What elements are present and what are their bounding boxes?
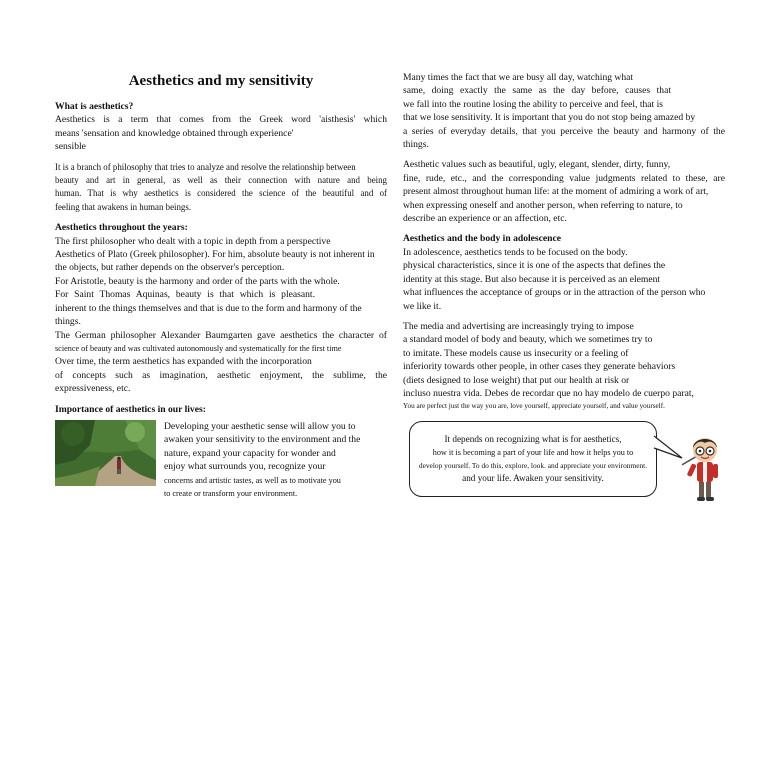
speech-bubble: [409, 421, 657, 497]
years-line: Aesthetics of Plato (Greek philosopher). For him, absolute beauty is not inherent in: [55, 249, 375, 261]
years-line: things.: [55, 316, 81, 328]
values-line: describe an experience or an affection, etc.: [403, 213, 567, 225]
body-line: physical characteristics, since it is one of the aspects that defines the: [403, 260, 666, 272]
importance-line: Developing your aesthetic sense will allow you to: [164, 420, 356, 432]
body-line: we like it.: [403, 300, 442, 312]
media-line: The media and advertising are increasingly trying to impose: [403, 320, 634, 332]
years-line: inherent to the things themselves and that is due to the form and harmony of the: [55, 302, 362, 314]
values-line: fine, rude, etc., and the corresponding value judgments related to these, are: [403, 172, 725, 184]
body-line: identity at this stage. But also because it is perceived as an element: [403, 273, 661, 285]
busy-paragraph: [403, 71, 725, 151]
years-line: of concepts such as imagination, aesthetic enjoyment, the sublime, the: [55, 369, 387, 381]
page-title: Aesthetics and my sensitivity: [128, 73, 314, 89]
importance-line: concerns and artistic tastes, as well as to motivate you: [164, 475, 341, 485]
branch-line: human. That is why aesthetics is considered the science of the beautiful and of: [55, 188, 387, 199]
forest-path-photo: [55, 420, 156, 486]
values-line: Aesthetic values such as beautiful, ugly, elegant, slender, dirty, funny,: [403, 159, 671, 171]
media-paragraph: [403, 320, 725, 414]
values-line: present almost throughout human life: at the moment of admiring a work of art,: [403, 186, 709, 198]
years-paragraph: [55, 235, 387, 396]
years-line: For Aristotle, beauty is the harmony and order of the parts with the whole.: [55, 275, 340, 287]
busy-line: we fall into the routine losing the ability to perceive and feel, that is: [403, 98, 664, 110]
what-line: means 'sensation and knowledge obtained through experience': [55, 127, 294, 139]
busy-line: that we lose sensitivity. It is important that you do not stop being amazed by: [403, 112, 696, 124]
importance-line: enjoy what surrounds you, recognize your: [164, 461, 326, 473]
years-heading: Aesthetics throughout the years:: [55, 222, 188, 234]
what-paragraph: [55, 113, 387, 153]
importance-section: [55, 420, 387, 500]
importance-line: nature, expand your capacity for wonder and: [164, 447, 336, 459]
what-line: sensible: [55, 141, 86, 153]
media-line: (diets designed to lose weight) that put our health at risk or: [403, 374, 630, 386]
body-line: what influences the acceptance of groups or in the attraction of the person who: [403, 287, 706, 299]
importance-paragraph: [164, 420, 387, 500]
cartoon-boy-icon: [681, 434, 727, 504]
busy-line: Many times the fact that we are busy all day, watching what: [403, 72, 634, 83]
years-line: Over time, the term aesthetics has expanded with the incorporation: [55, 356, 312, 368]
busy-line: a series of everyday details, that you perceive the beauty and harmony of the: [403, 125, 725, 137]
what-line: Aesthetics is a term that comes from the Greek word 'aisthesis' which: [55, 114, 387, 126]
media-line: incluso nuestra vida. Debes de recordar que no hay modelo de cuerpo parat,: [403, 387, 694, 399]
media-line: inferiority towards other people, in other cases they generate behaviors: [403, 361, 676, 373]
branch-paragraph: [55, 161, 387, 215]
years-line: the objects, but rather depends on the observer's perception.: [55, 262, 285, 274]
years-line: The German philosopher Alexander Baumgarten gave aesthetics the character of: [55, 329, 387, 341]
values-line: when expressing oneself and another person, when referring to nature, to: [403, 199, 683, 211]
years-line: For Saint Thomas Aquinas, beauty is that which is pleasant.: [55, 289, 315, 301]
branch-line: It is a branch of philosophy that tries to analyze and resolve the relationship between: [55, 161, 356, 172]
bubble-text: [410, 433, 656, 485]
years-line: science of beauty and was cultivated autonomously and systematically for the first time: [55, 343, 342, 353]
what-heading: What is aesthetics?: [55, 101, 134, 112]
media-line: You are perfect just the way you are, love yourself, appreciate yourself, and value yourself.: [403, 402, 665, 411]
media-line: to imitate. These models cause us insecurity or a feeling of: [403, 347, 629, 359]
importance-heading: Importance of aesthetics in our lives:: [55, 403, 206, 415]
left-column: [55, 72, 387, 500]
years-line: The first philosopher who dealt with a topic in depth from a perspective: [55, 235, 331, 247]
bubble-line: It depends on recognizing what is for aesthetics,: [444, 434, 622, 444]
importance-line: awaken your sensitivity to the environment and the: [164, 434, 361, 446]
bubble-line: develop yourself. To do this, explore, look. and appreciate your environment.: [418, 461, 648, 470]
body-line: In adolescence, aesthetics tends to be focused on the body.: [403, 246, 628, 258]
bubble-line: and your life. Awaken your sensitivity.: [462, 473, 604, 483]
importance-line: to create or transform your environment.: [164, 488, 298, 498]
busy-line: same, doing exactly the same as the day before, causes that: [403, 85, 671, 97]
bubble-line: how it is becoming a part of your life and how it helps you to: [432, 448, 634, 457]
branch-line: beauty and art in general, as well as their connection with nature and being: [55, 175, 387, 186]
values-paragraph: [403, 158, 725, 225]
busy-line: things.: [403, 139, 429, 151]
right-column: [403, 71, 725, 421]
branch-line: feeling that awakens in human beings.: [55, 201, 192, 212]
media-line: a standard model of body and beauty, which we sometimes try to: [403, 334, 653, 346]
body-heading: Aesthetics and the body in adolescence: [403, 233, 562, 245]
body-paragraph: [403, 246, 725, 313]
years-line: expressiveness, etc.: [55, 383, 131, 395]
